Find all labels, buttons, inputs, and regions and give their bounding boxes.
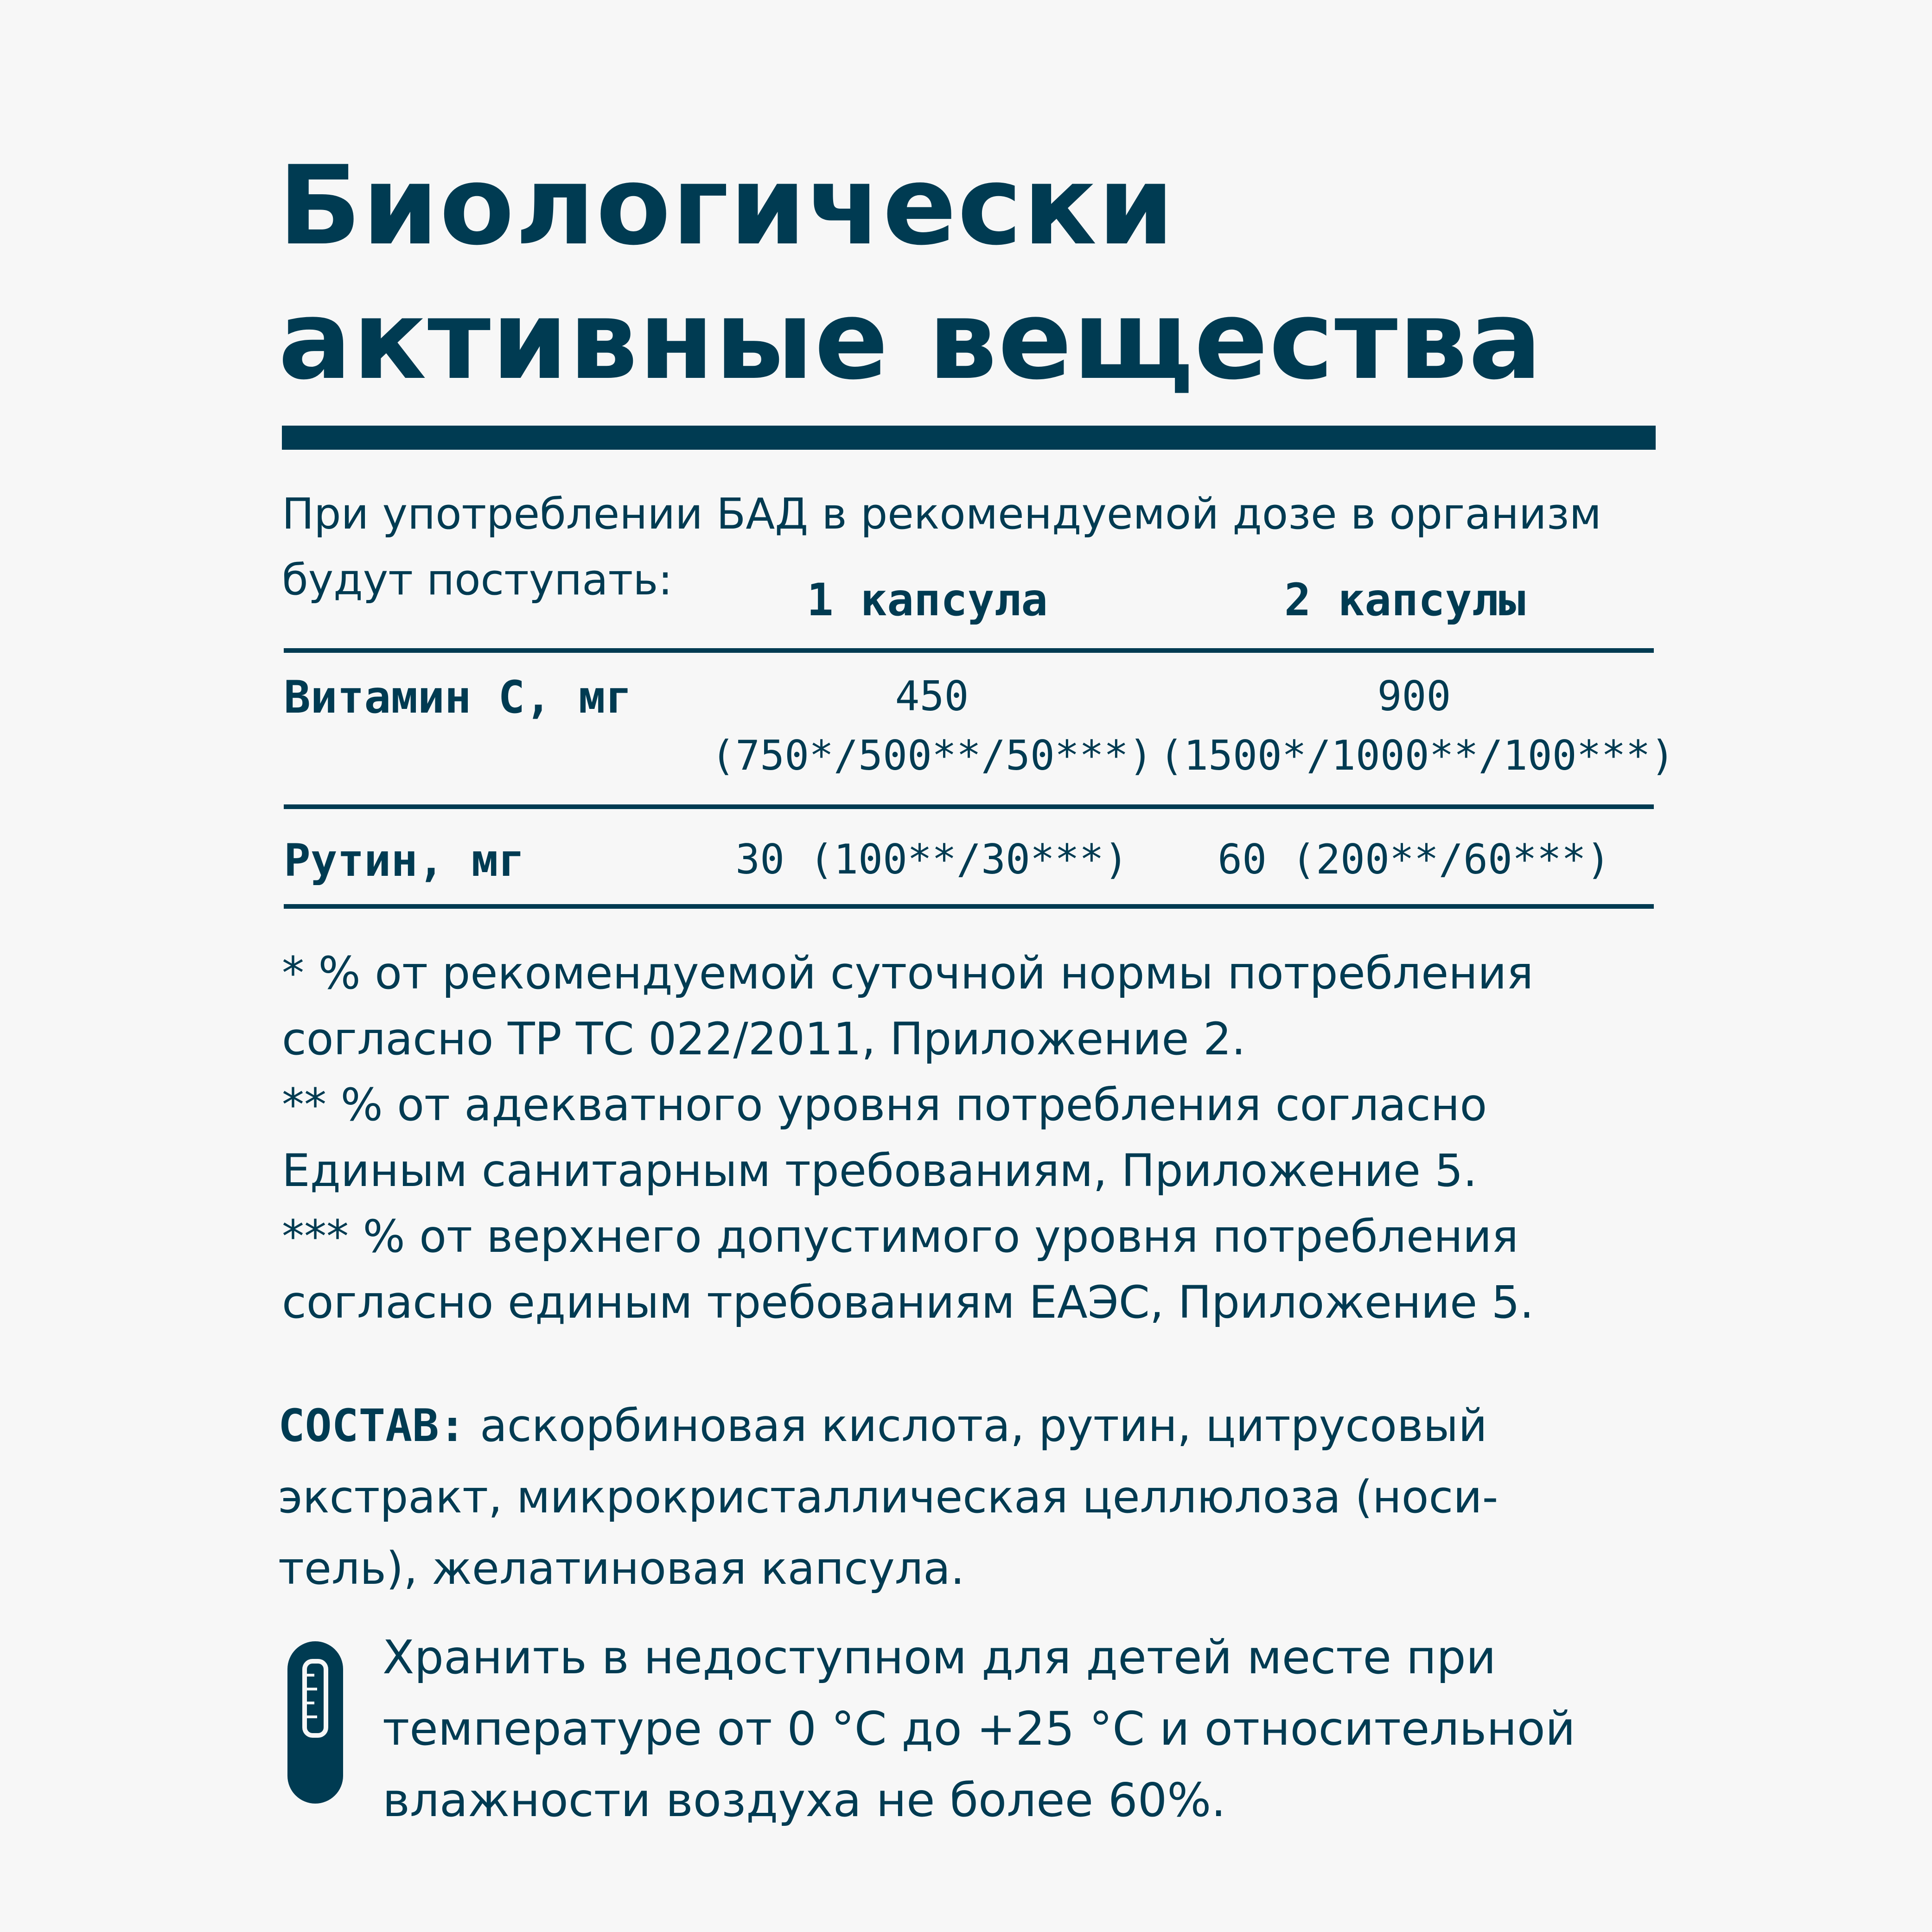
footnote-line: согласно ТР ТС 022/2011, Приложение 2. [282, 1013, 1246, 1065]
cell-value: 450 [895, 672, 969, 720]
column-header-2-capsules: 2 капсулы [1284, 574, 1526, 626]
storage-line: Хранить в недоступном для детей месте при [383, 1630, 1496, 1684]
footnotes [282, 940, 1719, 1335]
storage-line: влажности воздуха не более 60%. [383, 1773, 1226, 1827]
composition-label: СОСТАВ: [278, 1400, 466, 1452]
cell-percent: (750*/500**/50***) [711, 732, 1153, 779]
row-label-vitamin-c: Витамин С, мг [284, 671, 632, 723]
intro-line-1: При употреблении БАД в рекомендуемой дозе в организм [282, 489, 1602, 539]
intro-line-2: будут поступать: [282, 555, 673, 605]
column-header-1-capsule: 1 капсула [806, 574, 1048, 626]
composition-line-1 [278, 1390, 1715, 1461]
composition-line-2: экстракт, микрокристаллическая целлюлоза (носи- [278, 1471, 1498, 1523]
cell-rutin-2-capsules [1159, 830, 1669, 889]
footnote-line: *** % от верхнего допустимого уровня потребления [282, 1211, 1518, 1262]
cell-value: 30 (100**/30***) [735, 835, 1129, 883]
composition [278, 1390, 1715, 1604]
cell-vitamin-c-2-capsules [1159, 667, 1675, 785]
row-label-rutin: Рутин, мг [284, 835, 525, 886]
composition-line-3: тель), желатиновая капсула. [278, 1543, 965, 1594]
title-line-1: Биологически [278, 143, 1175, 269]
title-divider [282, 426, 1656, 450]
composition-text: аскорбиновая кислота, рутин, цитрусовый [465, 1400, 1487, 1452]
storage-line: температуре от 0 °С до +25 °С и относительной [383, 1702, 1575, 1756]
cell-vitamin-c-1-capsule [695, 667, 1168, 785]
cell-value: 60 (200**/60***) [1218, 835, 1611, 883]
page-title [278, 139, 1715, 408]
footnote-line: Единым санитарным требованиям, Приложение 5. [282, 1145, 1477, 1197]
footnote-line: ** % от адекватного уровня потребления согласно [282, 1079, 1487, 1131]
cell-value: 900 [1377, 672, 1451, 720]
table-divider [284, 904, 1654, 909]
thermometer-icon [287, 1641, 343, 1804]
table-divider [284, 804, 1654, 809]
footnote-line: согласно единым требованиям ЕАЭС, Приложение 5. [282, 1276, 1534, 1328]
footnote-line: * % от рекомендуемой суточной нормы потребления [282, 947, 1534, 999]
cell-percent: (1500*/1000**/100***) [1159, 732, 1675, 779]
cell-rutin-1-capsule [695, 830, 1168, 889]
title-line-2: активные вещества [278, 277, 1543, 404]
table-divider [284, 648, 1654, 653]
storage-conditions [383, 1622, 1681, 1836]
